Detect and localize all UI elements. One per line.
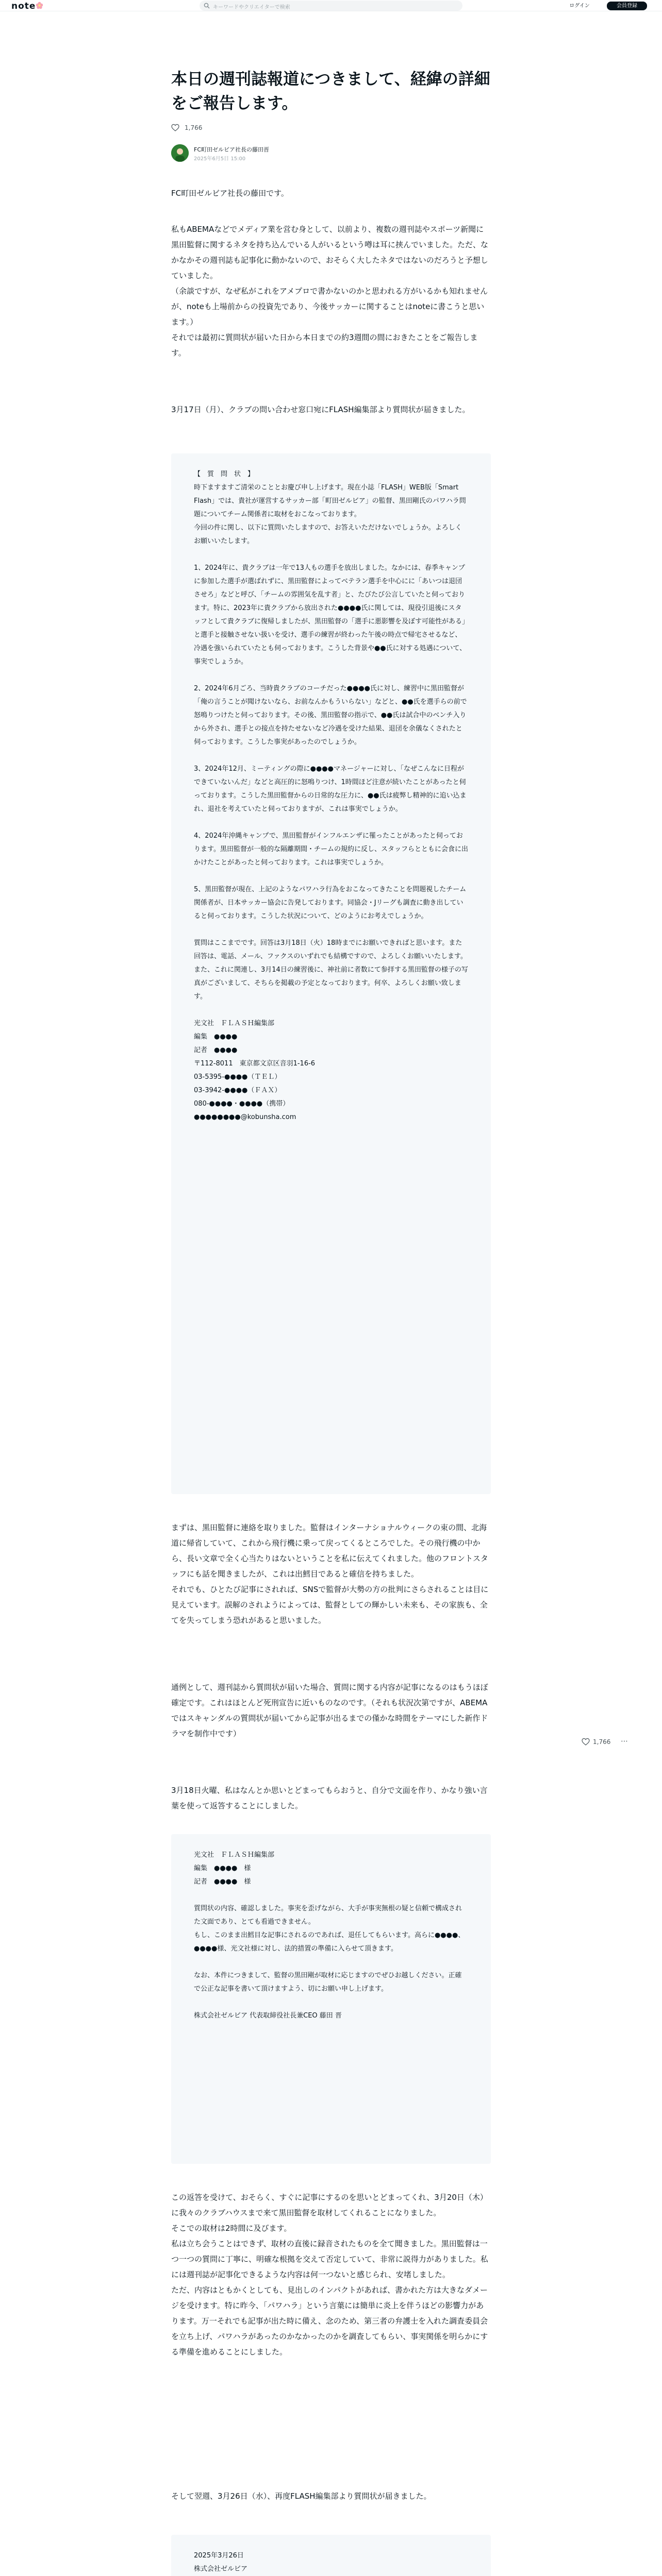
article-title: 本日の週刊誌報道につきまして、経緯の詳細をご報告します。 [171, 70, 490, 113]
paragraph: 私もABEMAなどでメディア業を営む身として、以前より、複数の週刊誌やスポーツ新聞に黒田監督に関するネタを持ち込んでいる人がいるという噂は耳に挟んでいました。ただ、なかなかその週刊誌も記事化に動かないので、おそらく大したネタではないのだろうと予想していました。 （余談ですが、なぜ私がこれをアメプロで書かないのかと思われる方がいるかも知れませんが、noteも上場前からの投資先であり、今後サッカーに関することはnoteに書こうと思います。） それでは最初に質問状が届いた日から本日までの約3週間の間におきたことをご報告します。 [171, 225, 489, 358]
paragraph: 3月17日（月）、クラブの問い合わせ窓口宛にFLASH編集部より質問状が届きました。 [171, 405, 470, 414]
avatar-image-icon [171, 144, 189, 162]
heart-icon [171, 124, 179, 132]
note-logo[interactable]: note [11, 1, 36, 11]
post-date: 2025年6月5日 15:00 [194, 156, 246, 162]
paragraph: 通例として、週刊誌から質問状が届いた場合、質問に関する内容が記事になるのはもうほぼ確定です。これはほとんど死刑宣告に近いものなのです。（それも状況次第ですが、ABEMAではスキャンダルの質問状が届いてから記事が出るまでの僅かな時間をテーマにした新作ドラマを制作中です） [171, 1683, 488, 1738]
floating-like-count: 1,766 [593, 1738, 611, 1745]
quote-block-inquiry-1: 【 質 問 状 】 時下ますますご清栄のこととお慶び申し上げます。現在小誌「FLASH」WEB版「Smart Flash」では、貴社が運営するサッカー部「町田ゼルビア」の監督、黒田剛氏のパワハラ問題についてチーム関係者に取材をおこなっております。 今回の件に関し、以下に質問いたしますので、お答えいただけないでしょうか。よろしくお願いいたします。 1、2024年に、貴クラブは一年で13人もの選手を放出しました。なかには、春季キャンプに参加した選手が選ばれずに、黒田監督によってベテラン選手を中心にに「あいつは退団させろ」などと呼び、「チームの雰囲気を乱す者」と、たびたび公言していたと伺っております。特に、2023年に貴クラブから放出された●●●●氏に関しては、現役引退後にスタッフとして貴クラブに復帰しましたが、黒田監督の「選手に悪影響を及ぼす可能性がある」と選手と接触させない扱いを受け、選手の練習が終わった午後の時点で帰宅させるなど、冷遇を強いられていたとも伺っております。こうした背景や●●氏に対する処遇について、事実でしょうか。 2、2024年6月ごろ、当時貴クラブのコーチだった●●●●氏に対し、練習中に黒田監督が「俺の言うことが聞けないなら、お前なんかもういらない」などと、●●氏を選手らの前で怒鳴りつけたと伺っております。その後、黒田監督の指示で、●●氏は試合中のベンチ入りから外され、選手との接点を持たせないなど冷遇を受けた結果、退団を余儀なくされたと伺っております。こうした事実があったのでしょうか。 3、2024年12月、ミーティングの際に●●●●マネージャーに対し、「なぜこんなに日程ができていないんだ」などと高圧的に怒鳴りつけ、1時間ほど注意が続いたことがあったと伺っております。こうした黒田監督からの日常的な圧力に、●●氏は疲弊し精神的に追い込まれ、退社を考えていたと伺っておりますが、これは事実でしょうか。 4、2024年沖縄キャンプで、黒田監督がインフルエンザに罹ったことがあったと伺っております。黒田監督が一般的な隔離期間・チームの規約に反し、スタッフらとともに会食に出かけたことがあったと伺っております。これは事実でしょうか。 5、黒田監督が現在、上記のようなパワハラ行為をおこなってきたことを問題視したチーム関係者が、日本サッカー協会に告発しております。同協会・Jリーグも調査に動き出していると伺っております。こうした状況について、どのようにお考えでしょうか。 質問はここまでです。回答は3月18日（火）18時までにお願いできればと思います。また回答は、電話、メール、ファクスのいずれでも結構ですので、よろしくお願いいたします。また、これに関連し、3月14日の練習後に、神社前に者数にて参拝する黒田監督の様子の写真がございまして、そちらを掲載の予定となっております。何卒、よろしくお願い致します。 光文社 ＦＬＡＳＨ編集部 編集 ●●●● 記者 ●●●● 〒112-8011 東京都文京区音羽1-16-6 03-5395-●●●●（ＴＥＬ） 03-3942-●●●●（ＦＡＸ） 080-●●●●・●●●●（携帯） ●●●●●●●●@kobunsha.com [171, 453, 491, 1494]
paragraph: この返答を受けて、おそらく、すぐに記事にするのを思いとどまってくれ、3月20日（木）に我々のクラブハウスまで来て黒田監督を取材してくれることになりました。 そこでの取材は2時間に及びます。 私は立ち会うことはできず、取材の直後に録音されたものを全て聞きました。黒田監督は一つ一つの質問に丁寧に、明確な根拠を交えて否定していて、非常に説得力がありました。私には週刊誌が記事化できるような内容は何一つないと感じられ、安堵しました。 ただ、内容はともかくとしても、見出しのインパクトがあれば、書かれた方は大きなダメージを受けます。特に昨今、「パワハラ」という言葉には簡単に炎上を伴うほどの影響力があります。万一それでも記事が出た時に備え、念のため、第三者の弁護士を入れた調査委員会を立ち上げ、パワハラがあったのかなかったのかを調査してもらい、事実関係を明らかにする準備を進めることにしました。 [171, 2193, 488, 2357]
search-input[interactable] [200, 1, 462, 11]
more-options-icon[interactable]: ⋯ [621, 1737, 628, 1745]
author-info[interactable] [171, 143, 429, 164]
paragraph: まずは、黒田監督に連絡を取りました。監督はインターナショナルウィークの束の間、北海道に帰省していて、これから飛行機に乗って戻ってくるところでした。その飛行機の中から、長い文章で全く心当たりはないということを私に伝えてくれました。他のフロントスタッフにも話を聞きましたが、これは出鱈目であると確信を持ちました。 それでも、ひとたび記事にされれば、SNSで監督が大勢の方の批判にさらされることは目に見えています。誤解のされようによっては、監督としての輝かしい未来も、その家族も、全てを失ってしまう恐れがあると思いました。 [171, 1523, 489, 1625]
paragraph: そして翌週、3月26日（水）、再度FLASH編集部より質問状が届きました。 [171, 2492, 432, 2501]
like-count: 1,766 [185, 124, 203, 131]
quote-block-inquiry-2: 2025年3月26日 株式会社ゼルビア [171, 2535, 491, 2576]
avatar[interactable] [171, 144, 189, 162]
search-icon [204, 3, 210, 9]
login-button[interactable]: ログイン [569, 3, 590, 9]
flower-icon [36, 2, 43, 9]
search-placeholder: キーワードやクリエイターで検索 [213, 5, 290, 10]
signup-button[interactable]: 会員登録 [607, 2, 647, 10]
heart-icon[interactable] [582, 1738, 590, 1746]
author-name[interactable]: FC町田ゼルビア社長の藤田晋 [194, 146, 270, 153]
quote-block-response: 光文社 ＦＬＡＳＨ編集部 編集 ●●●● 様 記者 ●●●● 様 質問状の内容、確認しました。事実を歪げながら、大手が事実無根の疑と信頼で構成された文面であり、とても看過できません。 もし、このまま出鱈目な記事にされるのであれば、退任してもらいます。高らに●●●●、●●●●様、光文社様に対し、法的措置の準備に入らせて頂きます。 なお、本件につきまして、監督の黒田剛が取材に応じますのでぜひお越しください。正確で公正な記事を書いて頂けますよう、切にお願い申し上げます。 株式会社ゼルビア 代表取締役社長兼CEO 藤田 晋 [171, 1834, 491, 2164]
top-header [0, 0, 662, 11]
paragraph: 3月18日火曜、私はなんとか思いとどまってもらおうと、自分で文面を作り、かなり強い言葉を使って返答することにしました。 [171, 1786, 488, 1810]
paragraph: FC町田ゼルビア社長の藤田です。 [171, 189, 289, 198]
